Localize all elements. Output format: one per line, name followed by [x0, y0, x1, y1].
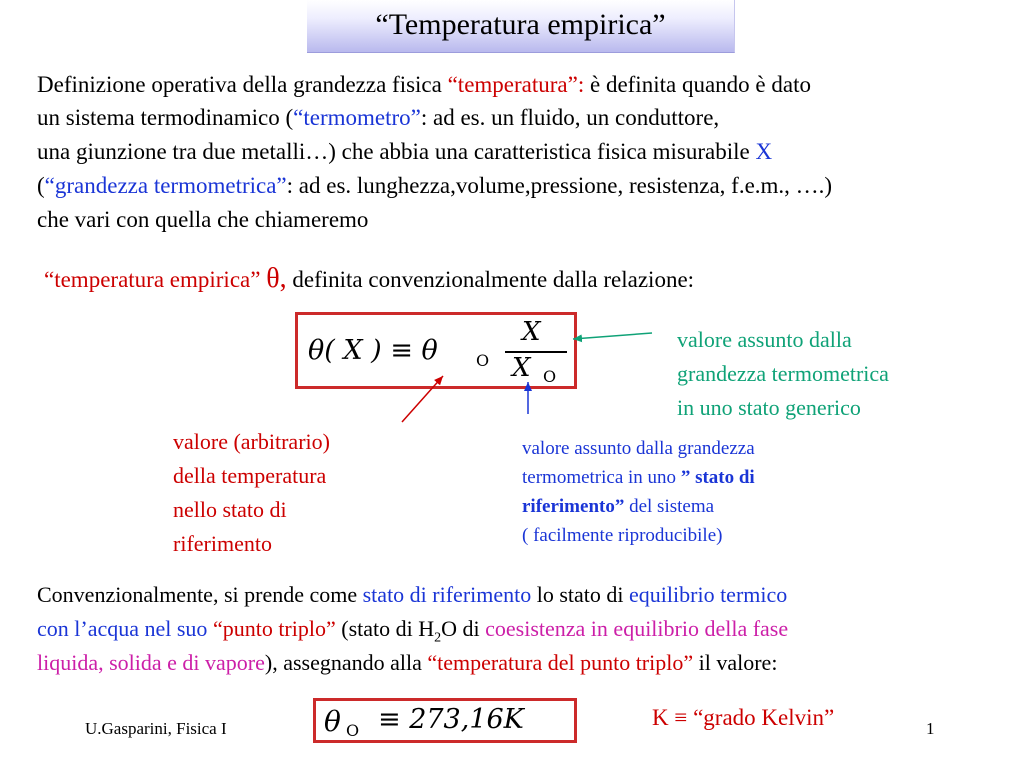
- intro-line-5: che vari con quella che chiameremo: [37, 207, 369, 232]
- annotation-red: [173, 425, 330, 561]
- annotation-blue-line-2-b: ” stato di: [680, 467, 755, 488]
- formula-theta-sub: O: [476, 351, 490, 370]
- term-stato-riferimento: stato di riferimento: [362, 582, 532, 607]
- annotation-green-line: grandezza termometrica: [677, 361, 889, 386]
- red-arrow: [402, 376, 443, 422]
- kelvin-definition: K ≡ “grado Kelvin”: [652, 705, 835, 730]
- annotation-red-line: della temperatura: [173, 463, 327, 488]
- term-grandezza-termometrica: “grandezza termometrica”: [44, 173, 287, 198]
- formula-numerator: X: [522, 317, 541, 347]
- annotation-red-line: nello stato di: [173, 497, 287, 522]
- slide-title: “Temperatura empirica”: [307, 0, 735, 53]
- conv-line-3-d: il valore:: [693, 650, 778, 675]
- term-temperatura-empirica: “temperatura empirica”: [44, 267, 267, 292]
- conv-line-1-a: Convenzionalmente, si prende come: [37, 582, 363, 607]
- intro-line-2-text-c: : ad es. un fluido, un conduttore,: [420, 105, 720, 130]
- formula-box-2: [313, 698, 577, 743]
- annotation-blue: [522, 434, 755, 550]
- conv-h2o-sub: 2: [434, 630, 442, 646]
- annotation-red-line: riferimento: [173, 531, 272, 556]
- conv-line-3-a: liquida, solida e di vapore: [37, 650, 265, 675]
- annotation-blue-line-3-b: del sistema: [624, 496, 715, 517]
- annotation-green-line: in uno stato generico: [677, 395, 861, 420]
- intro-line-6-text-c: definita convenzionalmente dalla relazione:: [286, 267, 695, 292]
- term-x: X: [755, 139, 773, 164]
- annotation-blue-line-2: [522, 463, 755, 492]
- annotation-blue-line-4: ( facilmente riproducibile): [522, 525, 723, 546]
- page-number: 1: [926, 719, 935, 738]
- annotation-red-line: valore (arbitrario): [173, 429, 330, 454]
- annotation-green-line: valore assunto dalla: [677, 327, 852, 352]
- term-temperatura: “temperatura”:: [447, 72, 585, 97]
- annotation-blue-line-3-a: riferimento”: [522, 496, 625, 517]
- term-punto-triplo: “punto triplo”: [207, 616, 336, 641]
- formula2-sub: O: [346, 721, 360, 740]
- conv-line-2-a: con l’acqua nel suo: [37, 616, 208, 641]
- conv-line-3-b: ), assegnando alla: [264, 650, 428, 675]
- conv-line-1: [37, 578, 787, 612]
- conv-line-2-c: (stato di H: [335, 616, 435, 641]
- annotation-blue-line-1: valore assunto dalla grandezza: [522, 438, 755, 459]
- formula2-theta: θ: [324, 705, 341, 738]
- intro-line-1-text-a: Definizione operativa della grandezza fisica: [37, 72, 448, 97]
- conv-line-1-c: lo stato di: [531, 582, 630, 607]
- formula-denominator-sub: O: [543, 367, 557, 386]
- intro-line-3-text-a: una giunzione tra due metalli…) che abbia una caratteristica fisica misurabile: [37, 139, 756, 164]
- intro-line-1-text-c: è definita quando è dato: [584, 72, 811, 97]
- term-termometro: “termometro”: [293, 105, 421, 130]
- intro-line-4-text-c: : ad es. lunghezza,volume,pressione, resistenza, f.e.m., ….): [286, 173, 833, 198]
- theta-symbol: θ,: [266, 263, 287, 294]
- term-coesistenza: coesistenza in equilibrio della fase: [485, 616, 789, 641]
- term-equilibrio-termico: equilibrio termico: [629, 582, 788, 607]
- annotation-green: [677, 323, 889, 425]
- intro-line-2-text-a: un sistema termodinamico (: [37, 105, 294, 130]
- formula-denominator: X: [512, 353, 531, 383]
- formula-lhs: θ( X ) ≡ θ: [308, 335, 438, 366]
- term-temperatura-punto-triplo: “temperatura del punto triplo”: [427, 650, 694, 675]
- conv-line-2-d: O di: [441, 616, 486, 641]
- green-arrow: [573, 333, 652, 339]
- formula2-rhs: ≡ 273,16K: [378, 704, 524, 735]
- intro-line-4-text-a: (: [37, 173, 45, 198]
- footer-author: U.Gasparini, Fisica I: [85, 719, 227, 738]
- annotation-blue-line-2-a: termometrica in uno: [522, 467, 681, 488]
- conv-line-3: [37, 646, 777, 680]
- annotation-blue-line-3: [522, 492, 755, 521]
